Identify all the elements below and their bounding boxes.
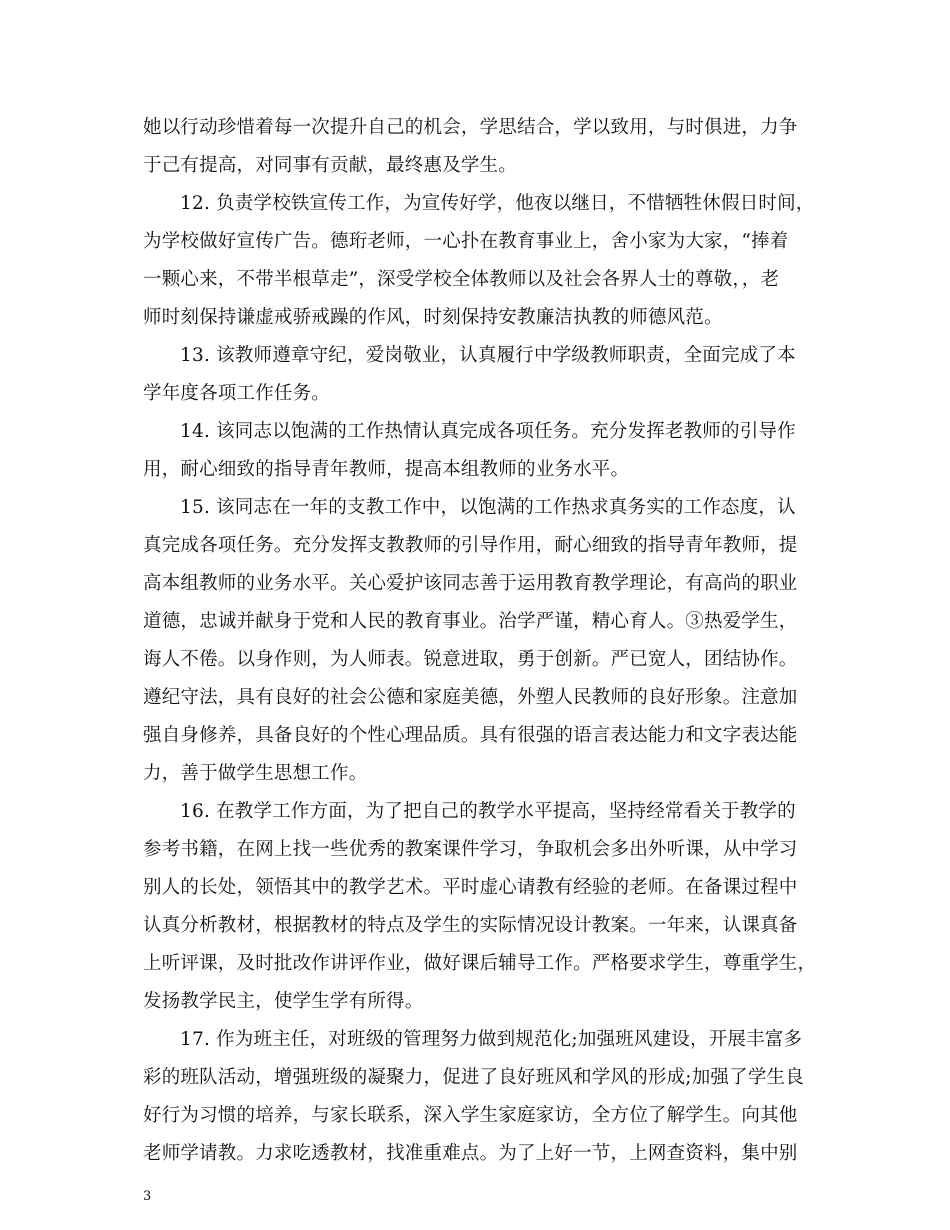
text-line: 好行为习惯的培养，与家长联系，深入学生家庭家访，全方位了解学生。向其他 xyxy=(143,1105,798,1126)
text-line: 道德，忠诚并献身于党和人民的教育事业。治学严谨，精心育人。③热爱学生， xyxy=(143,611,798,632)
text-line: 认真分析教材，根据教材的特点及学生的实际情况设计教案。一年来，认课真备 xyxy=(143,915,798,936)
text-line: 为学校做好宣传广告。德珩老师，一心扑在教育事业上，舍小家为大家，“捧着 xyxy=(143,231,789,252)
text-line: 于己有提高，对同事有贡献，最终惠及学生。 xyxy=(143,155,518,176)
text-line: 师时刻保持谦虚戒骄戒躁的作风，时刻保持安教廉洁执教的师德风范。 xyxy=(143,307,723,328)
text-line: 参考书籍，在网上找一些优秀的教案课件学习，争取机会多出外听课，从中学习 xyxy=(143,839,798,860)
text-line: 真完成各项任务。充分发挥支教教师的引导作用，耐心细致的指导青年教师，提 xyxy=(143,535,798,556)
text-line: 她以行动珍惜着每一次提升自己的机会，学思结合，学以致用，与时俱进，力争 xyxy=(143,117,798,138)
paragraph-13-start: 13. 该教师遵章守纪，爱岗敬业，认真履行中学级教师职责，全面完成了本 xyxy=(180,345,796,366)
text-line: 别人的长处，领悟其中的教学艺术。平时虚心请教有经验的老师。在备课过程中 xyxy=(143,877,798,898)
text-line: 诲人不倦。以身作则，为人师表。锐意进取，勇于创新。严已宽人，团结协作。 xyxy=(143,649,798,670)
text-line: 一颗心来，不带半根草走”，深受学校全体教师以及社会各界人士的尊敬，，老 xyxy=(143,269,780,290)
page-number: 3 xyxy=(143,1189,152,1204)
text-line: 力，善于做学生思想工作。 xyxy=(143,763,368,784)
paragraph-17-start: 17. 作为班主任，对班级的管理努力做到规范化;加强班风建设，开展丰富多 xyxy=(180,1029,803,1050)
paragraph-12-start: 12. 负责学校铁宣传工作，为宣传好学，他夜以继日，不惜牺牲休假日时间， xyxy=(180,193,815,214)
text-line: 学年度各项工作任务。 xyxy=(143,383,331,404)
paragraph-14-start: 14. 该同志以饱满的工作热情认真完成各项任务。充分发挥老教师的引导作 xyxy=(180,421,796,442)
paragraph-15-start: 15. 该同志在一年的支教工作中，以饱满的工作热求真务实的工作态度，认 xyxy=(180,497,796,518)
text-line: 高本组教师的业务水平。关心爱护该同志善于运用教育教学理论，有高尚的职业 xyxy=(143,573,798,594)
text-line: 用，耐心细致的指导青年教师，提高本组教师的业务水平。 xyxy=(143,459,630,480)
paragraph-16-start: 16. 在教学工作方面，为了把自己的教学水平提高，坚持经常看关于教学的 xyxy=(180,801,796,822)
text-line: 遵纪守法，具有良好的社会公德和家庭美德，外塑人民教师的良好形象。注意加 xyxy=(143,687,798,708)
text-line: 老师学请教。力求吃透教材，找准重难点。为了上好一节，上网查资料，集中别 xyxy=(143,1143,798,1164)
text-line: 彩的班队活动，增强班级的凝聚力，促进了良好班风和学风的形成;加强了学生良 xyxy=(143,1067,804,1088)
text-line: 上听评课，及时批改作讲评作业，做好课后辅导工作。严格要求学生，尊重学生， xyxy=(143,953,817,974)
text-line: 发扬教学民主，使学生学有所得。 xyxy=(143,991,424,1012)
text-line: 强自身修养，具备良好的个性心理品质。具有很强的语言表达能力和文字表达能 xyxy=(143,725,798,746)
